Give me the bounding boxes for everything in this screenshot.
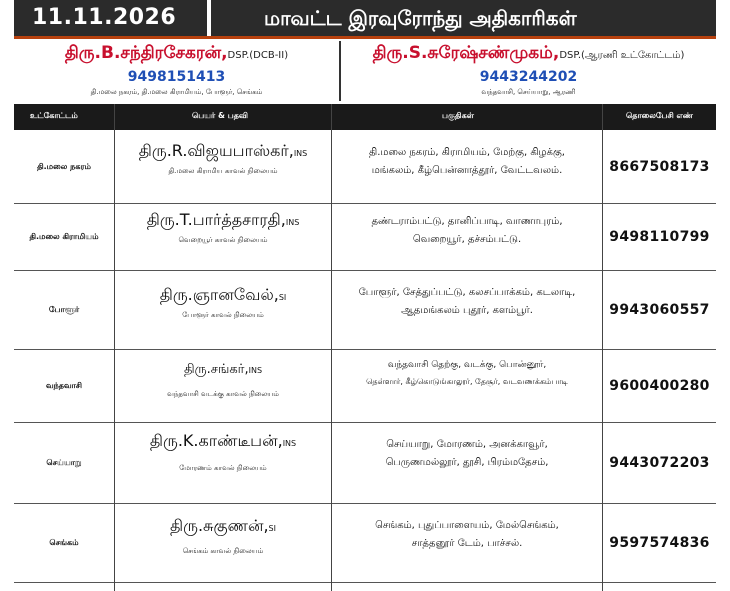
subdivision-cell: செங்கம் [49,538,79,547]
station-name: தி.மலை கிராமிய காவல் நிலையம் [168,167,278,175]
officer-name [341,43,716,65]
table-row [14,204,716,271]
table-row [14,423,716,504]
table-header [14,104,716,130]
officer-rank: INS [285,218,300,227]
header-bar [14,0,716,39]
officer-rank: INS [293,149,308,158]
subdivision-cell: வந்தவாசி [45,381,83,390]
senior-officers-band [14,39,716,103]
officer-area: தி.மலை நகரம், தி.மலை கிராமியம், போளூர், செங்கம் [90,88,263,96]
officer-cell [115,204,331,270]
area-cell [332,350,602,422]
officer-rank: DSP.(DCB-II) [227,50,289,61]
area-line-1: தி.மலை நகரம், கிராமியம், மேற்கு, கிழக்கு, [369,147,565,158]
officer-cell [115,271,331,349]
header-phone: தொலைபேசி எண் [626,111,693,120]
subdivision-cell: போளூர் [48,305,80,314]
area-line-1: தண்டராம்பட்டு, தானிப்பாடி, வாணாபுரம், [371,216,563,227]
officer-name-text: திரு.B.சந்திரசேகரன், [64,43,228,63]
area-line-2: வெறையூர், தச்சம்பட்டு. [412,234,522,245]
officer-name-text: திரு.S.சுரேஷ்சண்முகம், [372,43,560,63]
officer-cell [115,504,331,582]
table-row [14,504,716,583]
area-line-2: சாத்தனூர் டேம், பாச்சல். [411,538,523,549]
officer-name [14,43,339,65]
officer-name: திரு.K.காண்டீபன், [149,431,283,450]
column-divider [331,104,332,591]
area-line-2: ஆதமங்கலம் புதூர், களம்பூர். [401,305,533,316]
station-name: மோரணம் காவல் நிலையம் [179,464,267,472]
area-line-1: போளூர், சேத்துப்பட்டு, கலசப்பாக்கம், கடலாடி, [358,287,576,298]
phone-cell: 9943060557 [609,302,710,318]
area-cell [332,504,602,582]
officer-rank: SI [278,293,287,302]
area-cell [332,423,602,503]
station-name: வந்தவாசி வடக்கு காவல் நிலையம் [167,390,279,398]
header-subdivision: உட்கோட்டம் [30,111,78,120]
phone-cell: 9597574836 [609,535,710,551]
area-line-2: மங்கலம், கீழ்பென்னாத்தூர், வேட்டவலம். [371,165,563,176]
header-divider [207,0,211,36]
senior-officer-1 [14,39,339,103]
date-label: 11.11.2026 [32,5,177,30]
phone-cell: 8667508173 [609,159,710,175]
officer-name: திரு.சங்கர், [183,362,249,377]
area-line-2: பெருணமல்லூர், தூசி, பிரம்மதேசம், [385,457,549,468]
officer-phone: 9443244202 [479,69,578,85]
area-cell [332,271,602,349]
senior-officer-2 [341,39,716,103]
officer-rank: SI [268,524,276,533]
phone-cell: 9443072203 [609,455,710,471]
officer-rank: DSP.(ஆரணி உட்கோட்டம்) [559,50,685,61]
subdivision-cell: தி.மலை கிராமியம் [29,232,99,241]
officer-phone: 9498151413 [127,69,226,85]
subdivision-cell: செய்யாறு [46,458,82,467]
night-patrol-sheet [14,0,716,591]
officer-cell [115,131,331,203]
header-name-rank: பெயர் & பதவி [192,111,249,120]
header-areas: பகுதிகள் [442,111,474,120]
column-divider [602,104,603,591]
table-row [14,350,716,423]
officer-name: திரு.T.பார்த்தசாரதி, [146,210,286,229]
officer-cell [115,423,331,503]
area-cell [332,204,602,270]
officer-area: வந்தவாசி, செய்யாறு, ஆரணி [481,88,576,96]
station-name: போளூர் காவல் நிலையம் [182,311,264,319]
area-line-2: தெள்ளார், கீழ்கொடுங்காலூர், தேசூர், வடவணக்கம்பாடி [366,377,568,386]
officer-cell [115,350,331,422]
officer-rank: INS [248,366,263,375]
area-line-1: செங்கம், புதுப்பாளையம், மேல்செங்கம், [375,520,559,531]
station-name: செங்கம் காவல் நிலையம் [182,547,264,555]
officer-name: திரு.ஞானவேல், [159,285,279,304]
subdivision-cell: தி.மலை நகரம் [37,162,91,171]
officer-rank: INS [282,439,297,448]
area-line-1: வந்தவாசி தெற்கு, வடக்கு, பொன்னூர், [387,360,547,370]
table-row [14,271,716,350]
column-divider [114,104,115,591]
station-name: வெறையூர் காவல் நிலையம் [178,236,268,244]
area-cell [332,131,602,203]
table-row [14,131,716,204]
phone-cell: 9600400280 [609,378,710,394]
area-line-1: செய்யாறு, மோரணம், அனக்காவூர், [386,439,548,450]
officer-name: திரு.R.விஜயபாஸ்கர், [138,141,294,160]
phone-cell: 9498110799 [609,229,710,245]
page-title: மாவட்ட இரவுரோந்து அதிகாரிகள் [264,6,577,30]
officer-name: திரு.சுகுணன், [170,516,269,535]
